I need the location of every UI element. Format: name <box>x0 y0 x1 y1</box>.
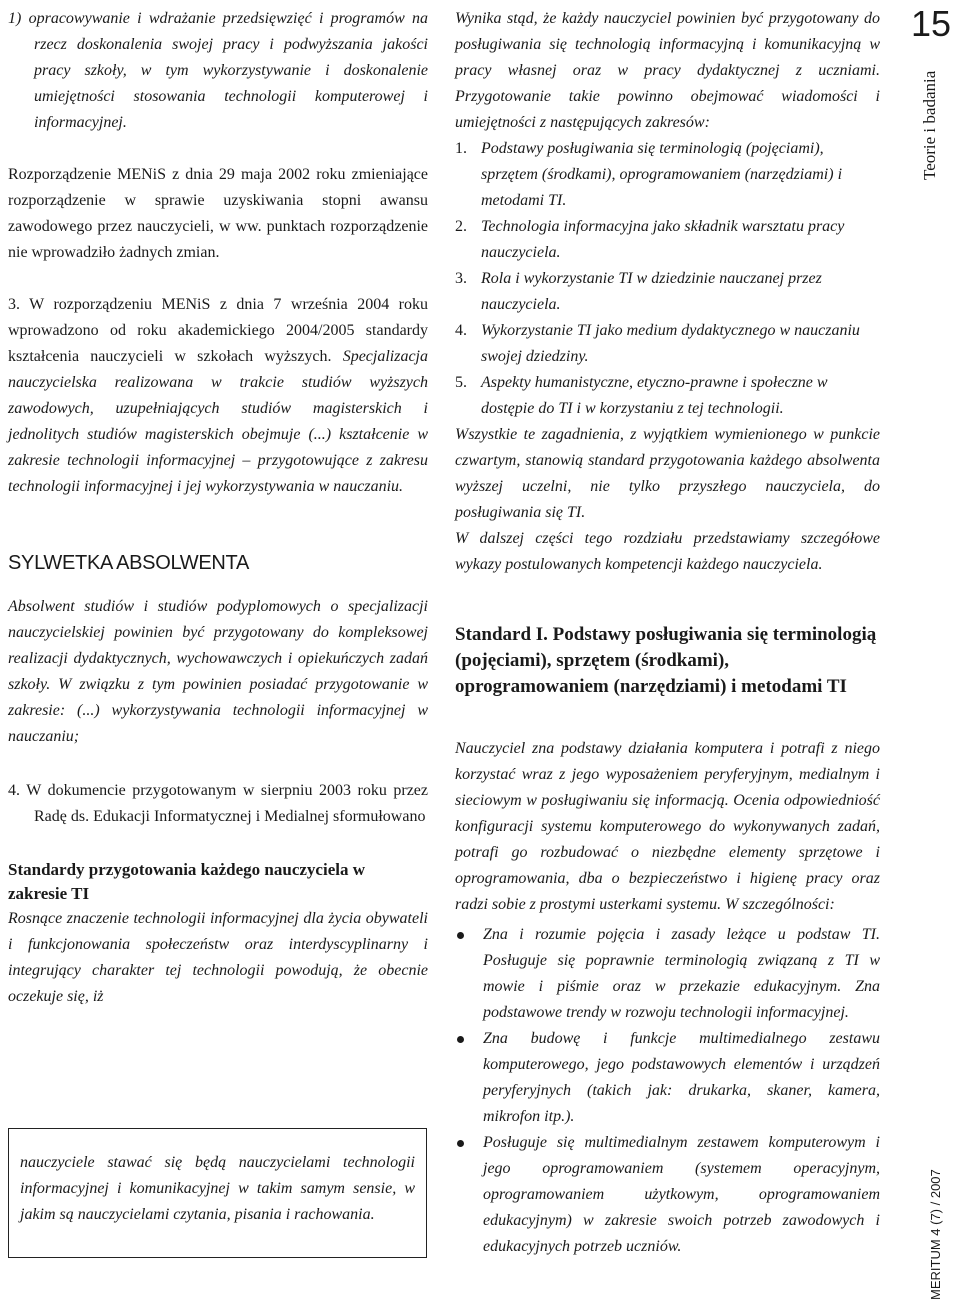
left-column <box>8 6 428 1010</box>
bullet-icon <box>457 1140 464 1147</box>
competence-list <box>455 136 880 422</box>
competence-item-number: 2. <box>455 218 467 235</box>
competence-item <box>455 266 880 318</box>
paragraph-rosnace: Rosnące znaczenie technologii informacyjnej dla życia obywateli i funkcjonowania społeczeństw oraz interdyscyplinarny i integrujący charakter tej technologii powodują, że obecnie oczekuje się, iż <box>8 910 428 1005</box>
competence-item-number: 1. <box>455 140 467 157</box>
paragraph-absolwent: Absolwent studiów i studiów podyplomowych o specjalizacji nauczycielskiej powinien być przygotowany do kompleksowej realizacji dydaktycznych, wychowawczych i opiekuńczych zadań szkoły. W związku z tym powinien posiadać przygotowanie w zakresie: (...) wykorzystywania technologii informacyjnej w nauczaniu; <box>8 598 428 745</box>
list-item-4: 4. W dokumencie przygotowanym w sierpniu 2003 roku przez Radę ds. Edukacji Informatycznej i Medialnej sformułowano <box>8 782 428 825</box>
list-item-3-regular: 3. W rozporządzeniu MENiS z dnia 7 września 2004 roku wprowadzono od roku akademickiego 2004/2005 standardy kształcenia nauczycieli w szkołach wyższych. <box>8 296 428 365</box>
section-label: Teorie i badania <box>920 70 939 180</box>
page-number: 15 <box>910 3 952 44</box>
competence-item-text: Podstawy posługiwania się terminologią (pojęciami), sprzętem (środkami), oprogramowaniem (narzędziami) i metodami TI. <box>481 140 843 209</box>
competence-item-text: Wykorzystanie TI jako medium dydaktycznego w nauczaniu swojej dziedziny. <box>481 322 860 365</box>
paragraph-wszystkie: Wszystkie te zagadnienia, z wyjątkiem wymienionego w punkcie czwartym, stanowią standard przygotowania każdego absolwenta wyższej uczelni, nie tylko przyszłego nauczyciela, do posługiwania się TI. <box>455 426 880 521</box>
bullet-text: Zna i rozumie pojęcia i zasady leżące u podstaw TI. Posługuje się poprawnie terminologią związaną z TI w mowie i piśmie oraz w przekazie edukacyjnym. Zna podstawowe trendy w rozwoju technologii informacyjnej. <box>483 926 880 1021</box>
quote-box-text: nauczyciele stawać się będą nauczycielami technologii informacyjnej i komunikacyjnej w takim samym sensie, w jakim są nauczycielami czytania, pisania i rachowania. <box>20 1154 415 1223</box>
competence-item <box>455 214 880 266</box>
heading-standardy: Standardy przygotowania każdego nauczyciela w zakresie TI <box>8 860 365 903</box>
bullet-text: Posługuje się multimedialnym zestawem komputerowym i jego oprogramowaniem (systemem operacyjnym, oprogramowaniem użytkowym, oprogramowaniem edukacyjnym) w zakresie swoich potrzeb zawodowych i edukacyjnych potrzeb uczniów. <box>483 1134 880 1255</box>
competence-item <box>455 318 880 370</box>
heading-standard-1: Standard I. Podstawy posługiwania się terminologią (pojęciami), sprzętem (środkami), oprogramowaniem (narzędziami) i metodami TI <box>455 624 877 697</box>
bullet-list <box>455 922 880 1260</box>
list-item-1: 1) opracowywanie i wdrażanie przedsięwzięć i programów na rzecz doskonalenia swojej pracy i podwyższania jakości pracy szkoły, w tym wykorzystywanie i doskonalenie umiejętności stosowania technologii komputerowej i informacyjnej. <box>8 10 428 131</box>
bullet-item <box>455 922 880 1026</box>
bullet-text: Zna budowę i funkcje multimedialnego zestawu komputerowego, jego podstawowych elementów i urządzeń peryferyjnych (takich jak: drukarka, skaner, kamera, mikrofon itp.). <box>483 1030 880 1125</box>
competence-item <box>455 370 880 422</box>
bullet-item <box>455 1130 880 1260</box>
journal-footer: MERITUM 4 (7) / 2007 <box>928 1169 943 1300</box>
bullet-item <box>455 1026 880 1130</box>
list-item-3 <box>8 292 428 500</box>
paragraph-dalsza: W dalszej części tego rozdziału przedstawiamy szczegółowe wykazy postulowanych kompetencji każdego nauczyciela. <box>455 530 880 573</box>
competence-item-number: 3. <box>455 270 467 287</box>
paragraph-rozporzadzenie: Rozporządzenie MENiS z dnia 29 maja 2002 roku zmieniające rozporządzenie w sprawie uzyskiwania stopni awansu zawodowego przez nauczycieli, w ww. punktach rozporządzenie nie wprowadziło żadnych zmian. <box>8 166 428 261</box>
bullet-icon <box>457 932 464 939</box>
heading-sylwetka: SYLWETKA ABSOLWENTA <box>8 552 250 574</box>
competence-item <box>455 136 880 214</box>
competence-item-number: 4. <box>455 322 467 339</box>
bullet-icon <box>457 1036 464 1043</box>
paragraph-nauczyciel: Nauczyciel zna podstawy działania komputera i potrafi z niego korzystać wraz z jego wyposażeniem peryferyjnym, medialnym i sieciowym w posługiwaniu się informacją. Ocenia odpowiedniość konfiguracji systemu komputerowego do wykonywanych zadań, potrafi go rozbudować o niezbędne elementy sprzętowe i oprogramowania, dba o bezpieczeństwo i higienę pracy oraz radzi sobie z prostymi usterkami systemu. W szczególności: <box>455 740 880 913</box>
paragraph-intro: Wynika stąd, że każdy nauczyciel powinien być przygotowany do posługiwania się technologią informacyjną i komunikacyjną w pracy własnej oraz w pracy dydaktycznej z uczniami. Przygotowanie takie powinno obejmować wiadomości i umiejętności z następujących zakresów: <box>455 10 880 131</box>
competence-item-text: Aspekty humanistyczne, etyczno-prawne i społeczne w dostępie do TI i w korzystaniu z tej technologii. <box>481 374 828 417</box>
list-item-3-italic: Specjalizacja nauczycielska realizowana w trakcie studiów wyższych zawodowych, uzupełniających studiów magisterskich i jednolitych studiów magisterskich obejmuje (...) kształcenie w zakresie technologii informacyjnej – przygotowujące z zakresu technologii informacyjnej i jej wykorzystywania w nauczaniu. <box>8 348 428 495</box>
competence-item-text: Rola i wykorzystanie TI w dziedzinie nauczanej przez nauczyciela. <box>481 270 822 313</box>
right-column <box>455 6 880 1260</box>
competence-item-text: Technologia informacyjna jako składnik warsztatu pracy nauczyciela. <box>481 218 845 261</box>
competence-item-number: 5. <box>455 374 467 391</box>
